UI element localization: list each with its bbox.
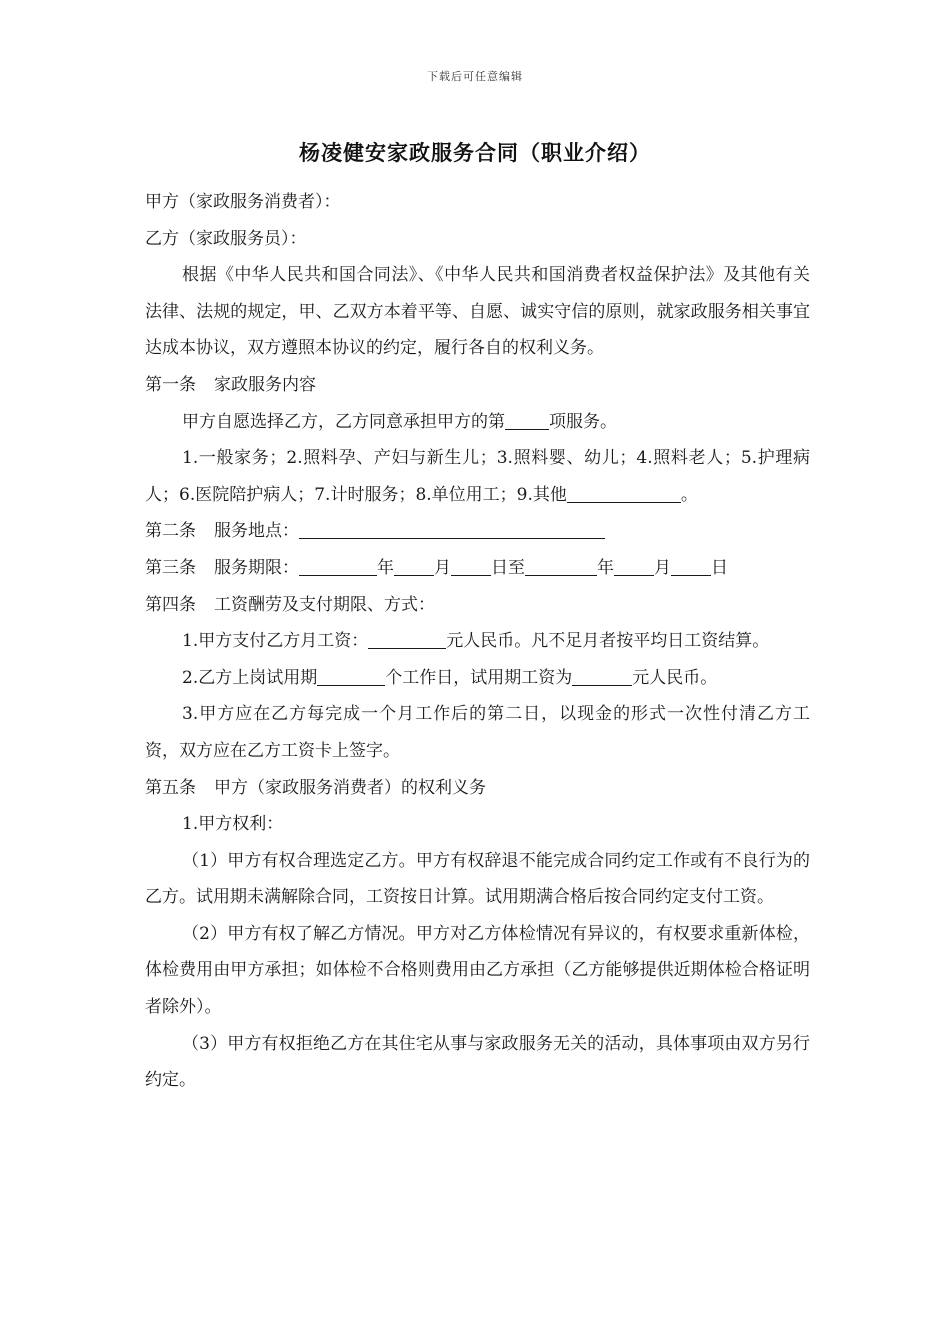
article-5-right-3: （3）甲方有权拒绝乙方在其住宅从事与家政服务无关的活动，具体事项由双方另行约定。	[145, 1033, 810, 1091]
end-day-blank[interactable]	[671, 555, 711, 576]
monthly-wage-blank[interactable]	[368, 628, 446, 649]
service-options-text: 1.一般家务；2.照料孕、产妇与新生儿；3.照料婴、幼儿；4.照料老人；5.护理病人；6.医院陪护病人；7.计时服务；8.单位用工；9.其他	[145, 448, 810, 505]
article-3-number: 第三条	[145, 557, 196, 578]
article-1-number: 第一条	[145, 374, 196, 395]
end-month-blank[interactable]	[614, 555, 654, 576]
start-day-blank[interactable]	[451, 555, 491, 576]
article-4-item-3: 3.甲方应在乙方每完成一个月工作后的第二日，以现金的形式一次性付清乙方工资，双方应在乙方工资卡上签字。	[145, 704, 810, 761]
start-month-blank[interactable]	[394, 555, 434, 576]
article-5-heading	[145, 770, 810, 807]
article-5-right-2: （2）甲方有权了解乙方情况。甲方对乙方体检情况有异议的，有权要求重新体检，体检费用由甲方承担；如体检不合格则费用由乙方承担（乙方能够提供近期体检合格证明者除外）。	[145, 923, 810, 1018]
preamble-paragraph: 根据《中华人民共和国合同法》、《中华人民共和国消费者权益保护法》及其他有关法律、法规的规定，甲、乙双方本着平等、自愿、诚实守信的原则，就家政服务相关事宜达成本协议，双方遵照本协议的约定，履行各自的权利义务。	[145, 265, 810, 359]
article-4-heading	[145, 587, 810, 624]
service-location-blank[interactable]	[299, 518, 605, 539]
article-3-heading	[145, 550, 810, 587]
article-3-title: 服务期限：	[214, 557, 299, 578]
other-service-blank[interactable]	[567, 482, 681, 503]
article-5-title: 甲方（家政服务消费者）的权利义务	[214, 777, 486, 798]
article-2-heading	[145, 513, 810, 550]
article-2-number: 第二条	[145, 521, 196, 542]
article-1-service-selection	[145, 404, 810, 441]
year-label: 年	[597, 557, 614, 578]
end-year-blank[interactable]	[525, 555, 597, 576]
article-4-number: 第四条	[145, 594, 196, 615]
article-4-title: 工资酬劳及支付期限、方式：	[214, 594, 435, 615]
probation-days-blank[interactable]	[317, 665, 385, 686]
month-label: 月	[434, 557, 451, 578]
article-5-number: 第五条	[145, 777, 196, 798]
document-title: 杨凌健安家政服务合同（职业介绍）	[299, 140, 651, 165]
probation-text: 2.乙方上岗试用期	[182, 667, 318, 688]
article-5-subheading: 1.甲方权利：	[182, 814, 284, 835]
monthly-wage-suffix: 元人民币。凡不足月者按平均日工资结算。	[446, 631, 770, 652]
month-label: 月	[654, 557, 671, 578]
party-b-line: 乙方（家政服务员）：	[145, 228, 307, 249]
probation-mid-text: 个工作日，试用期工资为	[385, 667, 573, 688]
article-2-title: 服务地点：	[214, 521, 299, 542]
probation-wage-blank[interactable]	[572, 665, 632, 686]
probation-suffix: 元人民币。	[632, 667, 718, 688]
article-4-item-2	[145, 660, 810, 697]
day-label: 日	[711, 557, 728, 578]
contract-body	[145, 184, 810, 1099]
year-label: 年	[377, 557, 394, 578]
article-4-item-1	[145, 623, 810, 660]
party-a-line: 甲方（家政服务消费者）：	[145, 192, 341, 212]
service-selection-suffix: 项服务。	[549, 411, 617, 432]
header-note: 下载后可任意编辑	[427, 70, 523, 83]
article-5-right-1: （1）甲方有权合理选定乙方。甲方有权辞退不能完成合同约定工作或有不良行为的乙方。试用期未满解除合同，工资按日计算。试用期满合格后按合同约定支付工资。	[145, 850, 810, 908]
day-to-label: 日至	[491, 557, 525, 578]
article-1-heading	[145, 367, 810, 404]
monthly-wage-text: 1.甲方支付乙方月工资：	[182, 631, 369, 652]
start-year-blank[interactable]	[299, 555, 377, 576]
service-number-blank[interactable]	[505, 409, 549, 430]
article-1-service-options	[145, 440, 810, 513]
article-1-title: 家政服务内容	[214, 374, 316, 395]
service-selection-text: 甲方自愿选择乙方，乙方同意承担甲方的第	[182, 411, 505, 432]
service-options-suffix: 。	[680, 484, 698, 505]
